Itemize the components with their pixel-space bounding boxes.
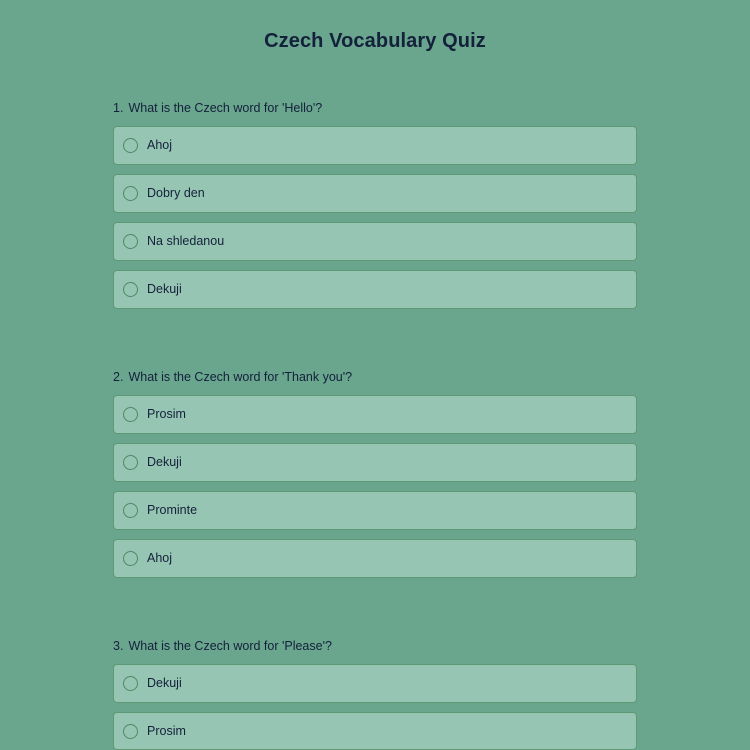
answer-option[interactable]: [113, 126, 637, 165]
radio-button[interactable]: [123, 186, 138, 201]
answer-label: Na shledanou: [147, 234, 225, 248]
answer-option[interactable]: [113, 270, 637, 309]
question-prompt: What is the Czech word for 'Thank you'?: [128, 370, 353, 384]
radio-button[interactable]: [123, 455, 138, 470]
answer-label: Prosim: [147, 724, 186, 738]
radio-button[interactable]: [123, 676, 138, 691]
answer-option[interactable]: [113, 222, 637, 261]
question-prompt: What is the Czech word for 'Hello'?: [128, 101, 323, 115]
page-title: Czech Vocabulary Quiz: [264, 30, 486, 52]
answer-option[interactable]: [113, 712, 637, 750]
answer-label: Dobry den: [147, 186, 205, 200]
answer-option[interactable]: [113, 395, 637, 434]
answer-label: Prominte: [147, 503, 198, 517]
answer-label: Prosim: [147, 407, 186, 421]
question-text: [113, 637, 637, 655]
question-2: [113, 368, 637, 565]
answer-label: Ahoj: [147, 138, 173, 152]
radio-button[interactable]: [123, 282, 138, 297]
answer-option[interactable]: [113, 664, 637, 703]
answer-option[interactable]: [113, 443, 637, 482]
question-prompt: What is the Czech word for 'Please'?: [128, 639, 332, 653]
answer-label: Dekuji: [147, 455, 182, 469]
question-number: 1.: [113, 101, 124, 115]
answer-label: Dekuji: [147, 282, 182, 296]
radio-button[interactable]: [123, 407, 138, 422]
question-number: 2.: [113, 370, 124, 384]
radio-button[interactable]: [123, 138, 138, 153]
radio-button[interactable]: [123, 551, 138, 566]
question-text: [113, 368, 637, 386]
question-1: [113, 99, 637, 296]
question-3: [113, 637, 637, 738]
answer-option[interactable]: [113, 491, 637, 530]
answer-option[interactable]: [113, 539, 637, 578]
radio-button[interactable]: [123, 724, 138, 739]
radio-button[interactable]: [123, 234, 138, 249]
answer-label: Dekuji: [147, 676, 182, 690]
radio-button[interactable]: [123, 503, 138, 518]
answer-option[interactable]: [113, 174, 637, 213]
question-text: [113, 99, 637, 117]
answer-label: Ahoj: [147, 551, 173, 565]
question-number: 3.: [113, 639, 124, 653]
